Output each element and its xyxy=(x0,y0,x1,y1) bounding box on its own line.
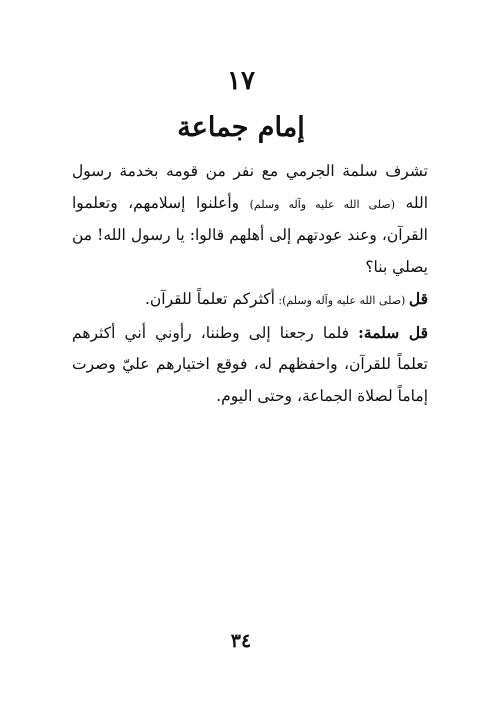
salutation-text: (صلى الله عليه وآله وسلم): xyxy=(274,294,409,307)
paragraph-salama-account xyxy=(72,317,428,413)
paragraph-intro xyxy=(72,156,428,283)
paragraph-prophet-answer xyxy=(72,283,428,317)
account-text: فلما رجعنا إلى وطننا، رأوني أني أكثرهم تعلماً للقرآن، واحفظهم له، فوقع اختيارهم عليّ وصرت إماماً لصلاة الجماعة، وحتى اليوم. xyxy=(72,323,428,405)
speaker-label: قل سلمة: xyxy=(358,322,428,342)
page-number: ٣٤ xyxy=(230,630,252,652)
answer-text: أكثركم تعلماً للقرآن. xyxy=(145,290,275,308)
salutation-text: (صلى الله عليه وآله وسلم) xyxy=(249,197,396,211)
chapter-title: إمام جماعة xyxy=(177,112,305,143)
intro-text-part1: تشرف سلمة الجرمي مع نفر من قومه بخدمة رسول الله xyxy=(72,162,429,212)
speaker-label: قل xyxy=(408,289,428,308)
body-text xyxy=(72,156,428,412)
intro-text-part2: وأعلنوا إسلامهم، وتعلموا القرآن، وعند عودتهم إلى أهلهم قالوا: يا رسول الله! من يصلي بنا؟ xyxy=(72,193,428,276)
chapter-number: ١٧ xyxy=(227,66,255,96)
